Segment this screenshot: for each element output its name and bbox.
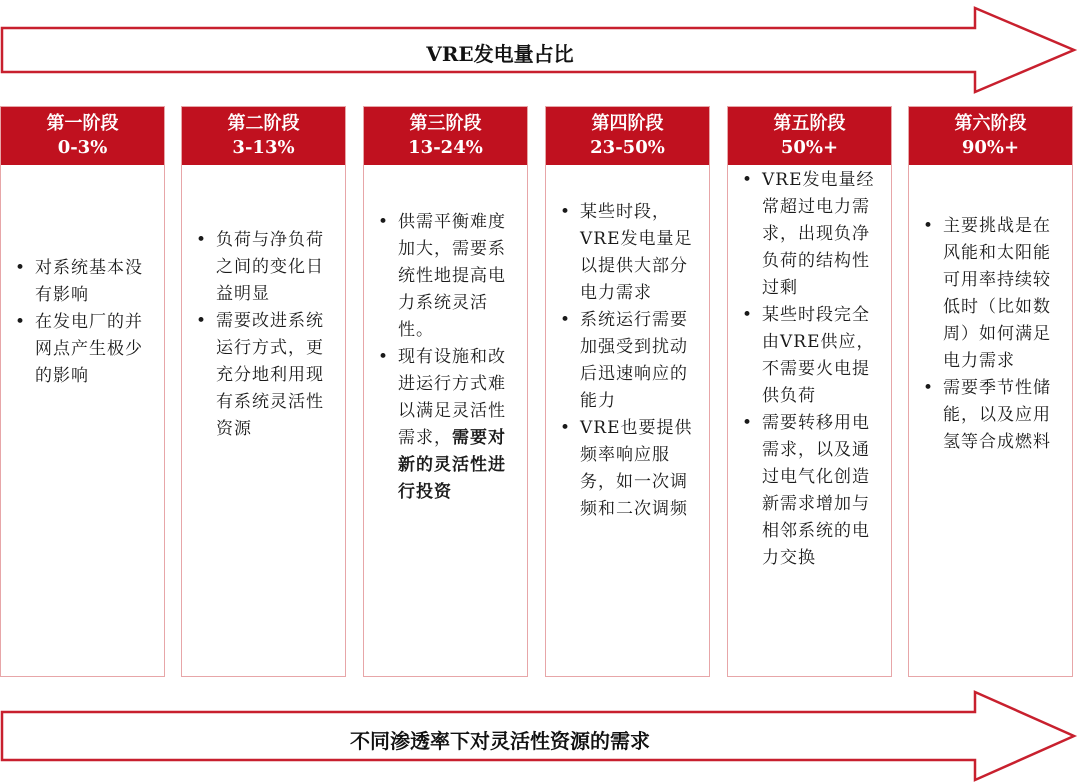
stage-body-2 xyxy=(182,227,345,443)
bullet-item: • 需要转移用电需求，以及通过电气化创造新需求增加与相邻系统的电力交换 xyxy=(740,410,881,572)
bullet-list xyxy=(728,167,891,572)
stage-body-4 xyxy=(546,199,709,523)
stage-title: 第二阶段 xyxy=(227,113,300,134)
stage-header-2 xyxy=(182,107,345,165)
stage-column-2 xyxy=(181,106,346,677)
stage-title: 第六阶段 xyxy=(954,113,1027,134)
stage-column-6 xyxy=(908,106,1073,677)
stage-title: 第一阶段 xyxy=(46,113,119,134)
bullet-list xyxy=(364,209,527,506)
bottom-arrow xyxy=(0,690,1080,783)
stage-header-5 xyxy=(728,107,891,165)
stage-column-3 xyxy=(363,106,528,677)
bullet-item: • VRE发电量经常超过电力需求，出现负净负荷的结构性过剩 xyxy=(740,167,881,302)
top-arrow xyxy=(0,4,1080,96)
bullet-item: • 主要挑战是在风能和太阳能可用率持续较低时（比如数周）如何满足电力需求 xyxy=(921,213,1062,375)
stage-header-6 xyxy=(909,107,1072,165)
bullet-item: • 现有设施和改进运行方式难以满足灵活性需求，需要对新的灵活性进行投资 xyxy=(376,344,517,506)
bullet-list xyxy=(1,255,164,390)
stage-body-3 xyxy=(364,209,527,506)
stage-column-5 xyxy=(727,106,892,677)
stage-body-1 xyxy=(1,255,164,390)
bullet-item: • 负荷与净负荷之间的变化日益明显 xyxy=(194,227,335,308)
bullet-list xyxy=(182,227,345,443)
stage-range: 23-50% xyxy=(590,137,665,158)
stage-header-3 xyxy=(364,107,527,165)
stage-header-4 xyxy=(546,107,709,165)
top-arrow-label: VRE发电量占比 xyxy=(426,42,574,66)
bullet-item: • VRE也要提供频率响应服务，如一次调频和二次调频 xyxy=(558,415,699,523)
stage-range: 50%+ xyxy=(780,137,839,158)
bullet-item: • 在发电厂的并网点产生极少的影响 xyxy=(13,309,154,390)
stage-header-1 xyxy=(1,107,164,165)
bullet-item: • 系统运行需要加强受到扰动后迅速响应的能力 xyxy=(558,307,699,415)
stage-title: 第三阶段 xyxy=(409,113,482,134)
stage-range: 3-13% xyxy=(232,137,295,158)
stage-range: 0-3% xyxy=(57,137,108,158)
bullet-list xyxy=(546,199,709,523)
bold-emphasis: 需要对新的灵活性进行投资 xyxy=(398,428,506,502)
bottom-arrow-label: 不同渗透率下对灵活性资源的需求 xyxy=(350,729,650,753)
stage-body-5 xyxy=(728,167,891,572)
stage-range: 13-24% xyxy=(408,137,483,158)
bullet-item: • 需要季节性储能，以及应用氢等合成燃料 xyxy=(921,375,1062,456)
bullet-item: • 某些时段，VRE发电量足以提供大部分电力需求 xyxy=(558,199,699,307)
stage-title: 第四阶段 xyxy=(591,113,664,134)
stage-range: 90%+ xyxy=(961,137,1020,158)
bullet-item: • 对系统基本没有影响 xyxy=(13,255,154,309)
bullet-item: • 需要改进系统运行方式，更充分地利用现有系统灵活性资源 xyxy=(194,308,335,443)
bullet-item: • 供需平衡难度加大，需要系统性地提高电力系统灵活性。 xyxy=(376,209,517,344)
bullet-item: • 某些时段完全由VRE供应，不需要火电提供负荷 xyxy=(740,302,881,410)
stage-column-4 xyxy=(545,106,710,677)
stage-body-6 xyxy=(909,213,1072,456)
stage-column-1 xyxy=(0,106,165,677)
stage-title: 第五阶段 xyxy=(773,113,846,134)
bullet-list xyxy=(909,213,1072,456)
